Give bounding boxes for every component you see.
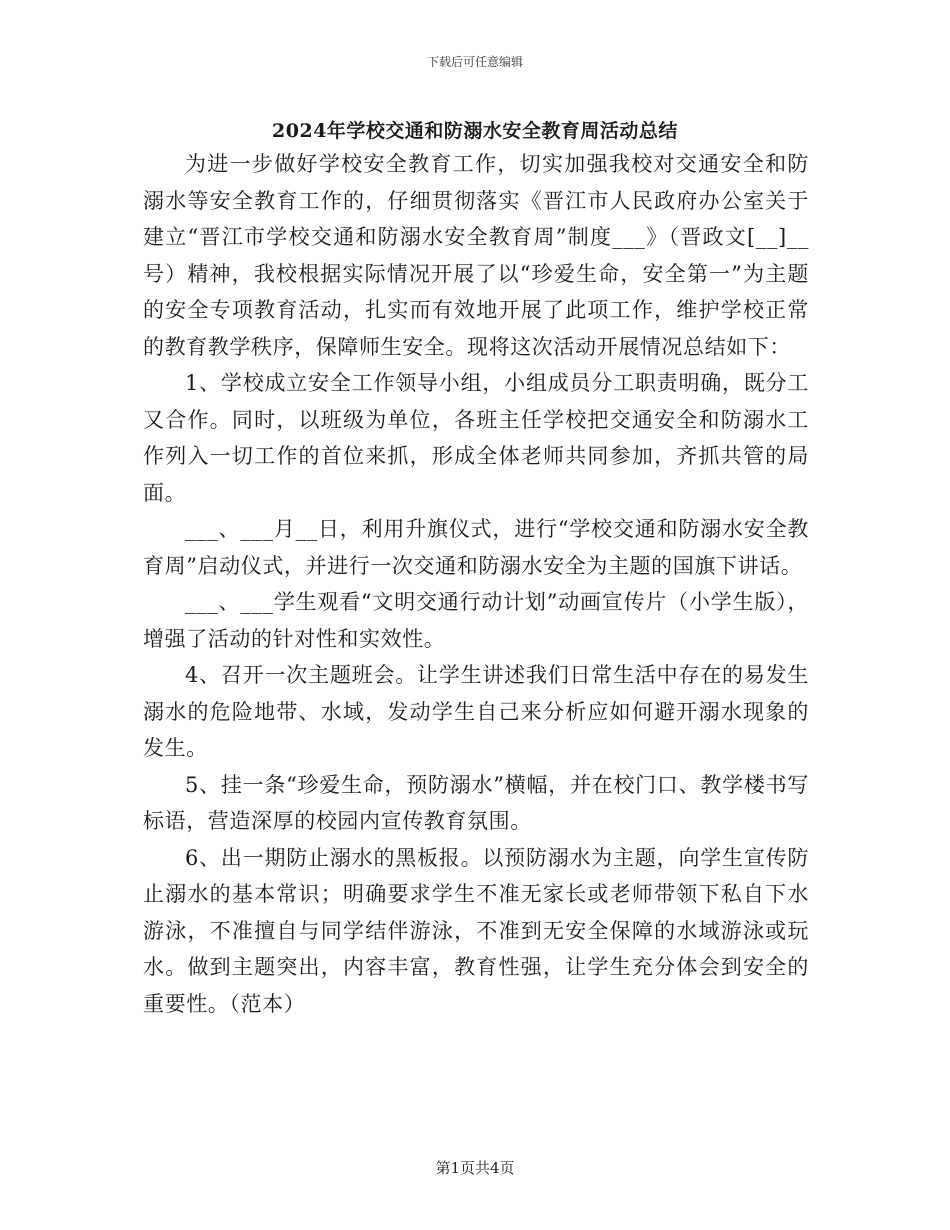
document-title: 2024年学校交通和防溺水安全教育周活动总结 — [272, 120, 678, 142]
paragraph-item-3: ___、___学生观看“文明交通行动计划”动画宣传片（小学生版），增强了活动的针对性和实效性。 — [143, 590, 809, 651]
paragraph-intro: 为进一步做好学校安全教育工作，切实加强我校对交通安全和防溺水等安全教育工作的，仔细贯彻落实《晋江市人民政府办公室关于建立“晋江市学校交通和防溺水安全教育周”制度___》（晋政文[__]__号）精神，我校根据实际情况开展了以“珍爱生命，安全第一”为主题的安全专项教育活动，扎实而有效地开展了此项工作，维护学校正常的教育教学秩序，保障师生安全。现将这次活动开展情况总结如下： — [143, 152, 809, 359]
paragraph-item-1: 1、学校成立安全工作领导小组，小组成员分工职责明确，既分工又合作。同时，以班级为单位，各班主任学校把交通安全和防溺水工作列入一切工作的首位来抓，形成全体老师共同参加，齐抓共管的局面。 — [143, 371, 809, 505]
document-body — [143, 146, 809, 1022]
paragraph-item-2: ___、___月__日，利用升旗仪式，进行“学校交通和防溺水安全教育周”启动仪式，并进行一次交通和防溺水安全为主题的国旗下讲话。 — [143, 517, 809, 578]
header-note: 下载后可任意编辑 — [426, 55, 523, 69]
page-number: 第1页共4页 — [435, 1159, 515, 1177]
paragraph-item-4: 4、召开一次主题班会。让学生讲述我们日常生活中存在的易发生溺水的危险地带、水域，发动学生自己来分析应如何避开溺水现象的发生。 — [143, 663, 809, 760]
paragraph-item-6: 6、出一期防止溺水的黑板报。以预防溺水为主题，向学生宣传防止溺水的基本常识；明确要求学生不准无家长或老师带领下私自下水游泳，不准擅自与同学结伴游泳，不准到无安全保障的水域游泳或玩水。做到主题突出，内容丰富，教育性强，让学生充分体会到安全的重要性。（范本） — [143, 845, 809, 1016]
paragraph-item-5: 5、挂一条“珍爱生命，预防溺水”横幅，并在校门口、教学楼书写标语，营造深厚的校园内宣传教育氛围。 — [143, 772, 809, 833]
